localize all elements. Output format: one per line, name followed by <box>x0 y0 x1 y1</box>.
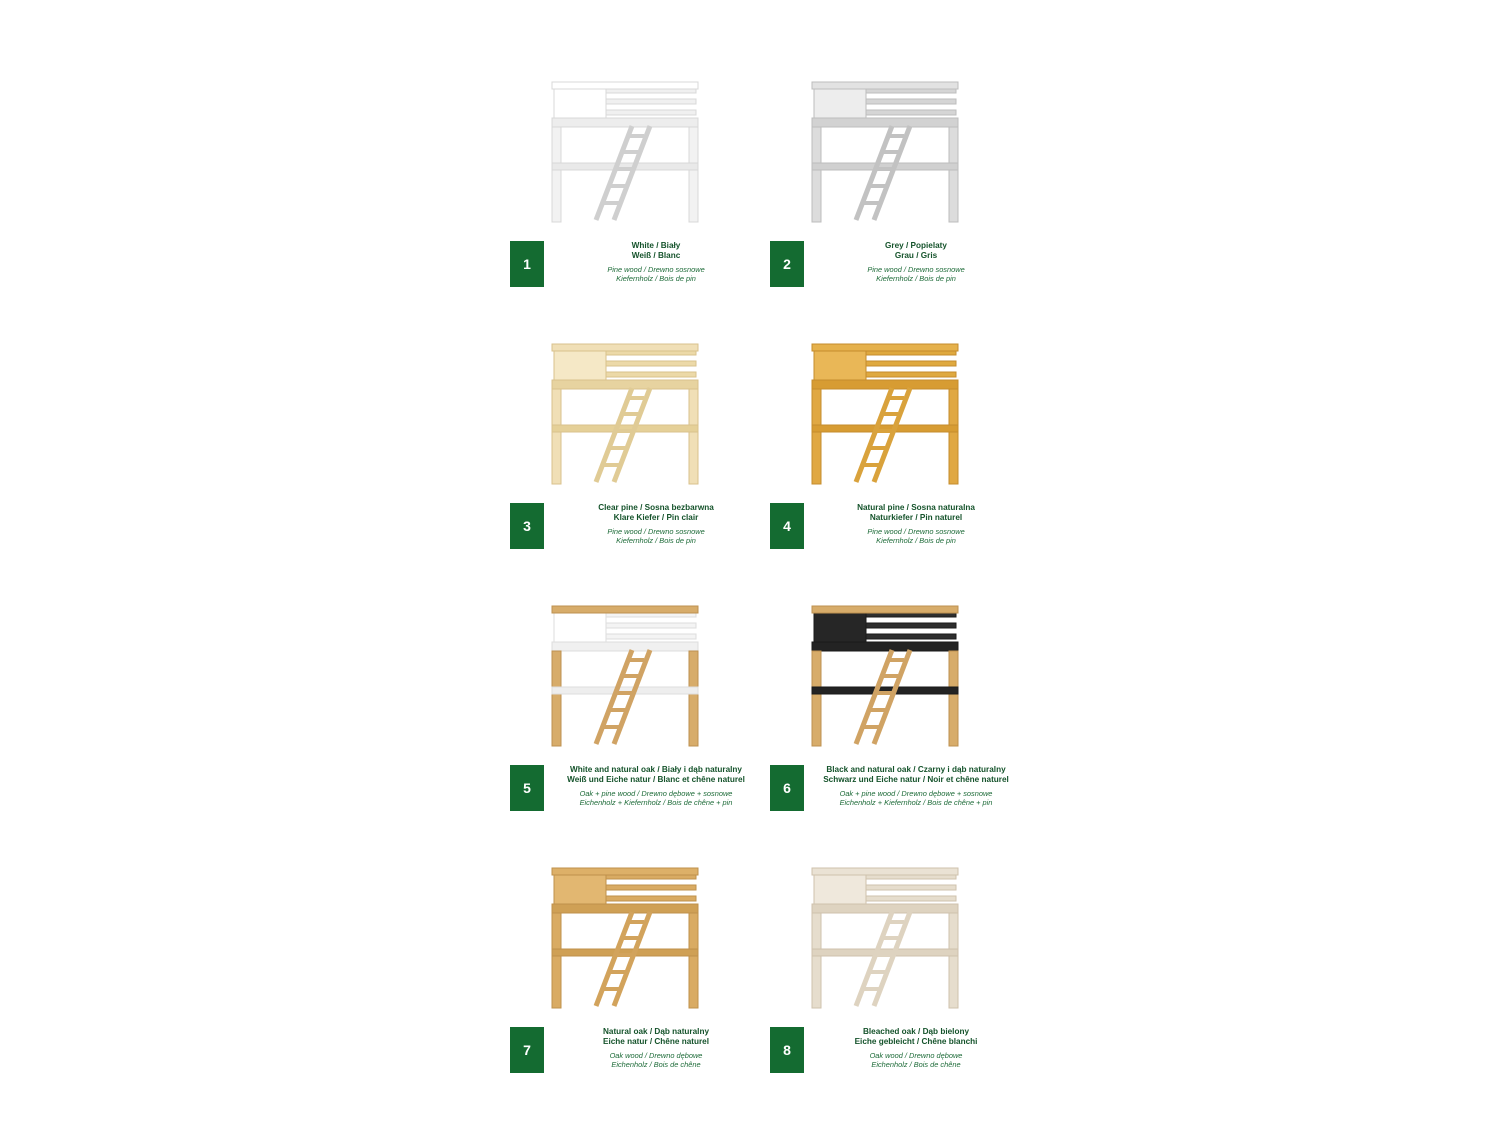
caption-line-3: Oak + pine wood / Drewno dębowe + sosnowe <box>839 788 993 798</box>
loft-bed-image-3 <box>500 317 760 497</box>
caption-line-2: Grau / Gris <box>894 251 938 261</box>
caption-line-1: White and natural oak / Biały i dąb naturalny <box>570 765 742 774</box>
loft-bed-image-5 <box>500 579 760 759</box>
variant-number-badge: 3 <box>510 503 544 549</box>
variant-caption <box>812 765 1020 807</box>
variant-cell <box>760 317 1020 579</box>
caption-line-1: Natural pine / Sosna naturalna <box>857 503 975 512</box>
caption-line-2: Eiche gebleicht / Chêne blanchi <box>854 1037 978 1047</box>
caption-line-4: Eichenholz / Bois de chêne <box>871 1059 961 1069</box>
variant-caption <box>552 503 760 545</box>
variant-caption <box>552 765 760 807</box>
caption-line-3: Pine wood / Drewno sosnowe <box>867 526 965 536</box>
variant-number-badge: 7 <box>510 1027 544 1073</box>
caption-line-2: Schwarz und Eiche natur / Noir et chêne naturel <box>823 775 1009 785</box>
loft-bed-icon <box>800 70 980 235</box>
variant-cell <box>760 55 1020 317</box>
caption-line-3: Oak + pine wood / Drewno dębowe + sosnowe <box>579 788 733 798</box>
caption-line-2: Weiß / Blanc <box>631 251 681 261</box>
caption-line-2: Naturkiefer / Pin naturel <box>869 513 963 523</box>
variant-cell <box>500 841 760 1103</box>
caption-line-4: Kiefernholz / Bois de pin <box>876 273 956 283</box>
caption-line-3: Pine wood / Drewno sosnowe <box>607 526 705 536</box>
loft-bed-icon <box>800 332 980 497</box>
loft-bed-image-4 <box>760 317 1020 497</box>
variant-cell <box>500 579 760 841</box>
loft-bed-image-7 <box>500 841 760 1021</box>
variant-cell <box>500 317 760 579</box>
variant-number-badge: 8 <box>770 1027 804 1073</box>
caption-line-4: Eichenholz + Kiefernholz / Bois de chêne + pin <box>839 797 993 807</box>
variant-number-badge: 2 <box>770 241 804 287</box>
caption-line-2: Eiche natur / Chêne naturel <box>602 1037 709 1047</box>
caption-line-1: Natural oak / Dąb naturalny <box>602 1027 709 1036</box>
caption-line-4: Kiefernholz / Bois de pin <box>876 535 956 545</box>
caption-line-4: Kiefernholz / Bois de pin <box>616 273 696 283</box>
caption-line-2: Klare Kiefer / Pin clair <box>613 513 699 523</box>
caption-line-4: Eichenholz + Kiefernholz / Bois de chêne + pin <box>579 797 733 807</box>
caption-line-4: Kiefernholz / Bois de pin <box>616 535 696 545</box>
variant-number-badge: 4 <box>770 503 804 549</box>
loft-bed-icon <box>540 594 720 759</box>
loft-bed-icon <box>540 856 720 1021</box>
loft-bed-image-1 <box>500 55 760 235</box>
variant-cell <box>760 841 1020 1103</box>
caption-line-3: Pine wood / Drewno sosnowe <box>607 264 705 274</box>
variant-caption <box>552 1027 760 1069</box>
caption-line-2: Weiß und Eiche natur / Blanc et chêne naturel <box>567 775 745 785</box>
loft-bed-image-8 <box>760 841 1020 1021</box>
loft-bed-icon <box>540 332 720 497</box>
variant-caption <box>812 503 1020 545</box>
loft-bed-icon <box>540 70 720 235</box>
caption-line-1: Bleached oak / Dąb bielony <box>862 1027 969 1036</box>
loft-bed-icon <box>800 594 980 759</box>
loft-bed-icon <box>800 856 980 1021</box>
variant-cell <box>760 579 1020 841</box>
variant-caption <box>812 1027 1020 1069</box>
caption-line-1: White / Biały <box>631 241 681 250</box>
caption-line-3: Oak wood / Drewno dębowe <box>609 1050 703 1060</box>
caption-line-3: Oak wood / Drewno dębowe <box>869 1050 963 1060</box>
variant-number-badge: 1 <box>510 241 544 287</box>
variant-caption <box>812 241 1020 283</box>
variant-grid <box>500 55 1020 1103</box>
variant-number-badge: 6 <box>770 765 804 811</box>
caption-line-3: Pine wood / Drewno sosnowe <box>867 264 965 274</box>
caption-line-1: Clear pine / Sosna bezbarwna <box>598 503 714 512</box>
loft-bed-image-6 <box>760 579 1020 759</box>
variant-cell <box>500 55 760 317</box>
caption-line-1: Black and natural oak / Czarny i dąb naturalny <box>826 765 1006 774</box>
variant-caption <box>552 241 760 283</box>
caption-line-1: Grey / Popielaty <box>885 241 947 250</box>
variant-number-badge: 5 <box>510 765 544 811</box>
loft-bed-image-2 <box>760 55 1020 235</box>
caption-line-4: Eichenholz / Bois de chêne <box>611 1059 701 1069</box>
